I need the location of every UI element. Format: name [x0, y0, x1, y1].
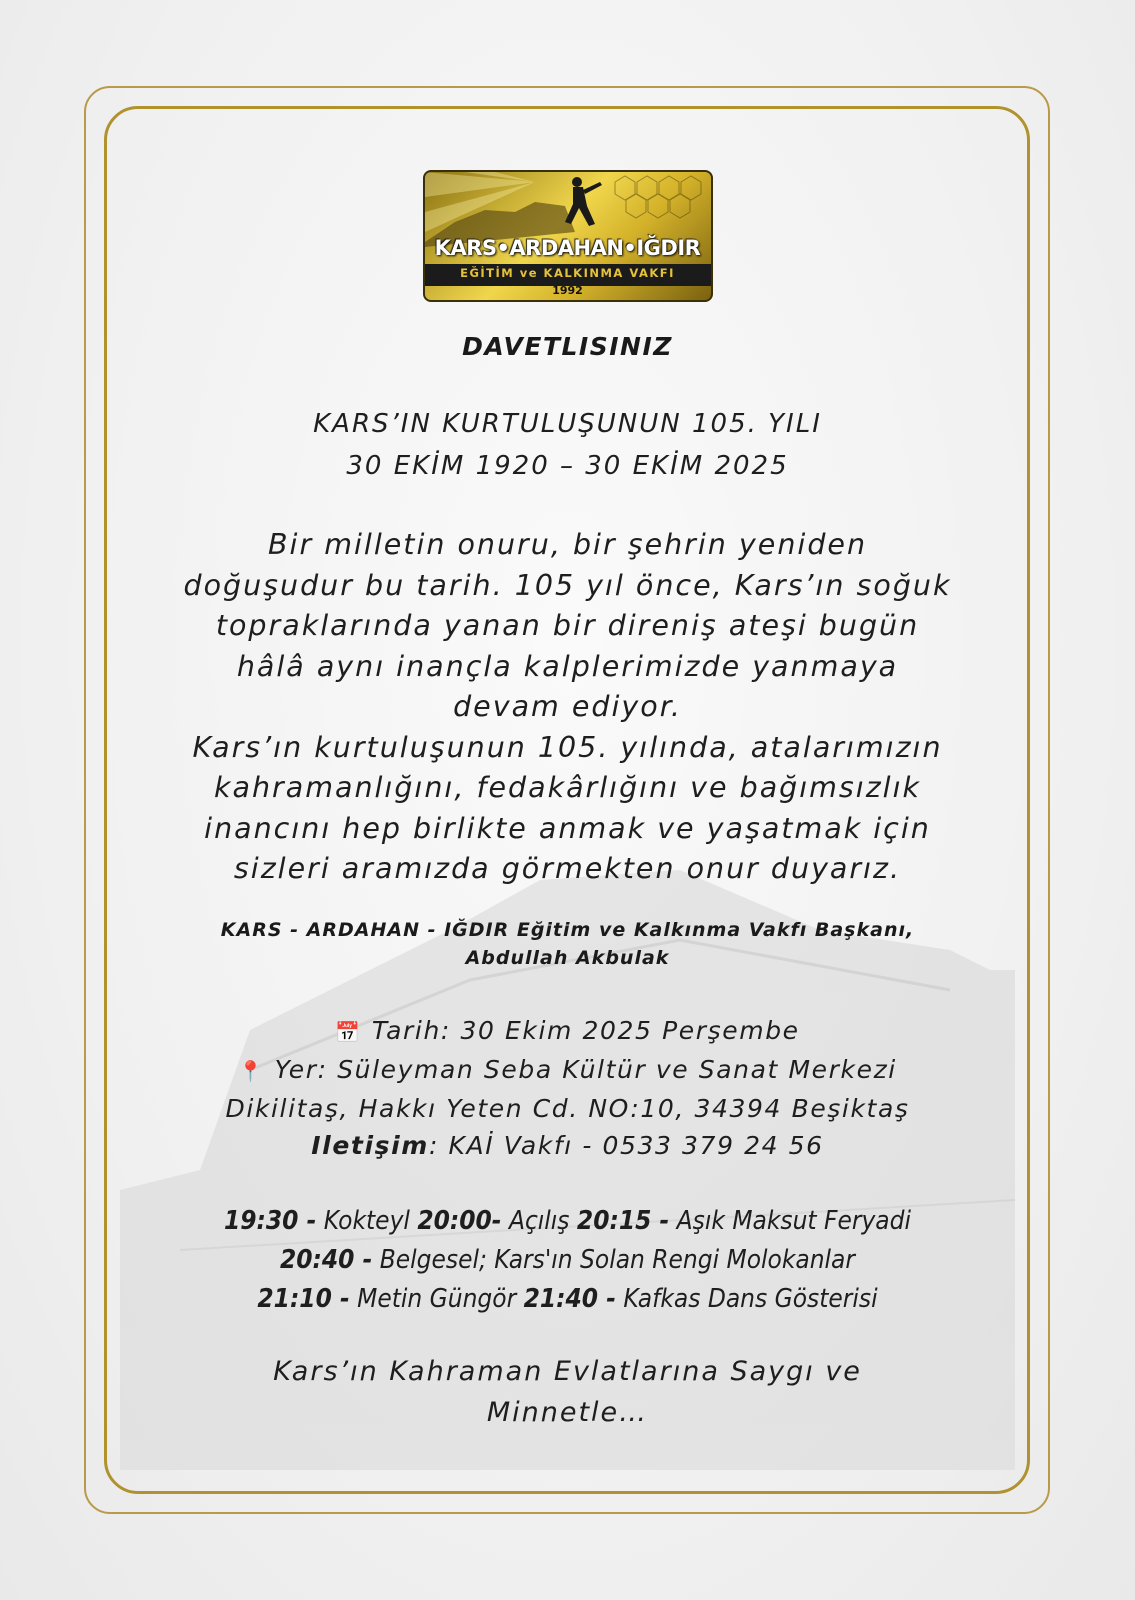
closing-line: Kars’ın Kahraman Evlatlarına Saygı ve	[273, 1355, 862, 1387]
pin-icon: 📍	[238, 1058, 265, 1083]
page-title: DAVETLISINIZ	[462, 332, 673, 361]
body-line: hâlâ aynı inançla kalplerimizde yanmaya	[236, 649, 899, 683]
schedule-line	[140, 1202, 995, 1241]
schedule-time: 21:40 -	[523, 1283, 616, 1314]
anniversary-block	[140, 403, 995, 487]
body-line: devam ediyor.	[453, 690, 682, 723]
logo-title: KARS•ARDAHAN•IĞDIR	[434, 236, 701, 260]
schedule-time: 19:30 -	[224, 1205, 317, 1236]
signer-name: Abdullah Akbulak	[465, 946, 670, 969]
body-line: Bir milletin onuru, bir şehrin yeniden	[267, 528, 868, 561]
schedule-time: 20:40 -	[279, 1244, 373, 1275]
body-line: kahramanlığını, fedakârlığını ve bağımsızlık	[214, 771, 921, 804]
event-date	[140, 1012, 995, 1051]
event-place	[140, 1051, 995, 1090]
schedule-time: 20:15 -	[576, 1205, 670, 1236]
event-date-text: Tarih: 30 Ekim 2025 Perşembe	[371, 1015, 800, 1045]
contact-value: : KAİ Vakfı - 0533 379 24 56	[428, 1130, 824, 1160]
closing-line: Minnetle…	[486, 1396, 649, 1428]
anniversary-dates: 30 EKİM 1920 – 30 EKİM 2025	[346, 451, 789, 481]
invitation-content	[140, 170, 995, 1433]
event-place-text: Yer: Süleyman Seba Kültür ve Sanat Merkezi	[274, 1054, 897, 1084]
schedule-item: Metin Güngör	[349, 1283, 524, 1314]
schedule-item: Aşık Maksut Feryadi	[669, 1205, 911, 1236]
schedule-line	[140, 1280, 995, 1319]
schedule-line	[140, 1241, 995, 1280]
anniversary-title: KARS’IN KURTULUŞUNUN 105. YILI	[313, 409, 822, 439]
body-line: doğuşudur bu tarih. 105 yıl önce, Kars’ın soğuk	[183, 568, 952, 602]
logo-subtitle: EĞİTİM ve KALKINMA VAKFI	[460, 266, 675, 280]
contact-label: Iletişim	[311, 1130, 429, 1160]
schedule-time: 21:10 -	[257, 1283, 350, 1314]
event-schedule	[140, 1202, 995, 1319]
event-address: Dikilitaş, Hakkı Yeten Cd. NO:10, 34394 Beşiktaş	[225, 1093, 910, 1123]
body-line: inancını hep birlikte anmak ve yaşatmak için	[204, 811, 931, 845]
logo-year: 1992	[552, 284, 583, 297]
invitation-body	[140, 525, 995, 890]
calendar-icon: 📅	[335, 1019, 362, 1044]
schedule-item: Kokteyl	[316, 1205, 418, 1236]
event-contact	[140, 1127, 995, 1164]
body-line: topraklarında yanan bir direniş ateşi bugün	[215, 609, 920, 642]
foundation-logo	[423, 170, 713, 302]
closing-message	[140, 1351, 995, 1433]
body-line: Kars’ın kurtuluşunun 105. yılında, atalarımızın	[192, 730, 943, 764]
signer-title: KARS - ARDAHAN - IĞDIR Eğitim ve Kalkınma Vakfı Başkanı,	[220, 918, 915, 941]
signer-block	[140, 916, 995, 972]
schedule-item: Kafkas Dans Gösterisi	[615, 1283, 878, 1314]
schedule-time: 20:00-	[417, 1205, 502, 1236]
schedule-item: Belgesel; Kars'ın Solan Rengi Molokanlar	[372, 1244, 855, 1275]
schedule-item: Açılış	[501, 1205, 577, 1236]
event-info	[140, 1012, 995, 1164]
body-line: sizleri aramızda görmekten onur duyarız.	[233, 852, 902, 885]
